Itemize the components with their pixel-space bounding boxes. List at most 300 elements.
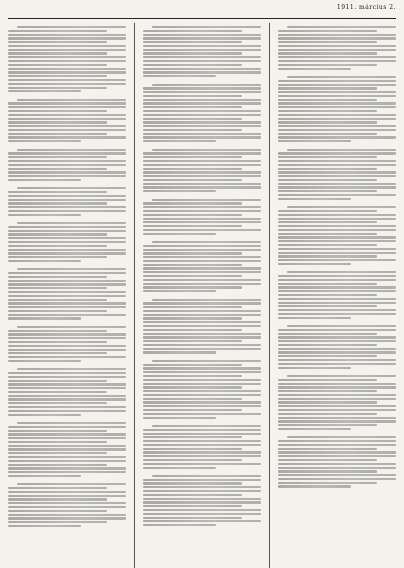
text-line bbox=[278, 34, 396, 36]
text-line bbox=[17, 187, 126, 189]
text-line bbox=[143, 409, 242, 411]
text-line bbox=[143, 171, 261, 173]
text-line bbox=[278, 390, 377, 392]
paragraph-gap bbox=[278, 267, 396, 270]
text-line bbox=[278, 448, 377, 450]
text-line bbox=[143, 206, 261, 208]
text-line bbox=[8, 437, 126, 439]
text-line bbox=[278, 428, 351, 430]
text-line bbox=[278, 329, 396, 331]
text-line bbox=[8, 233, 107, 235]
text-line bbox=[8, 241, 126, 243]
text-line bbox=[8, 175, 126, 177]
text-line bbox=[143, 517, 242, 519]
text-line bbox=[8, 495, 126, 497]
text-line bbox=[8, 456, 126, 458]
text-line bbox=[8, 60, 126, 62]
text-line bbox=[287, 149, 396, 151]
text-line bbox=[8, 140, 81, 142]
text-line bbox=[143, 118, 242, 120]
text-line bbox=[278, 440, 396, 442]
text-line bbox=[143, 30, 242, 32]
text-line bbox=[8, 448, 126, 450]
text-line bbox=[143, 183, 261, 185]
paragraph-gap bbox=[143, 144, 261, 147]
text-line bbox=[152, 241, 261, 243]
text-line bbox=[278, 84, 396, 86]
text-line bbox=[143, 494, 242, 496]
text-line bbox=[8, 337, 126, 339]
text-line bbox=[278, 37, 396, 39]
text-line bbox=[17, 149, 126, 151]
text-line bbox=[8, 136, 126, 138]
text-line bbox=[278, 333, 377, 335]
text-line bbox=[143, 102, 261, 104]
text-line bbox=[8, 402, 107, 404]
text-line bbox=[143, 210, 261, 212]
text-line bbox=[8, 75, 107, 77]
column-divider bbox=[134, 23, 135, 568]
text-line bbox=[143, 264, 242, 266]
text-line bbox=[143, 302, 261, 304]
text-line bbox=[143, 175, 261, 177]
text-line bbox=[8, 287, 107, 289]
text-line bbox=[8, 433, 126, 435]
text-line bbox=[278, 240, 396, 242]
text-line bbox=[8, 302, 126, 304]
text-line bbox=[278, 30, 377, 32]
text-line bbox=[143, 463, 261, 465]
text-line bbox=[143, 505, 242, 507]
text-line bbox=[278, 401, 377, 403]
text-line bbox=[278, 485, 351, 487]
text-line bbox=[8, 360, 81, 362]
text-line bbox=[8, 237, 126, 239]
text-line bbox=[8, 502, 126, 504]
text-line bbox=[143, 168, 242, 170]
text-line bbox=[8, 245, 107, 247]
text-line bbox=[278, 305, 377, 307]
text-line bbox=[8, 341, 107, 343]
text-line bbox=[8, 83, 126, 85]
text-line bbox=[8, 445, 126, 447]
text-line bbox=[8, 514, 126, 516]
paragraph-gap bbox=[8, 321, 126, 324]
text-line bbox=[8, 430, 107, 432]
text-line bbox=[278, 168, 377, 170]
text-line bbox=[8, 230, 126, 232]
text-line bbox=[8, 491, 126, 493]
text-line bbox=[278, 152, 396, 154]
text-line bbox=[143, 106, 242, 108]
text-line bbox=[8, 160, 126, 162]
text-line bbox=[278, 263, 351, 265]
text-line bbox=[143, 256, 261, 258]
text-line bbox=[143, 351, 216, 353]
text-line bbox=[143, 501, 261, 503]
text-line bbox=[143, 436, 242, 438]
text-line bbox=[8, 352, 107, 354]
text-line bbox=[278, 244, 377, 246]
text-line bbox=[278, 467, 396, 469]
text-line bbox=[278, 179, 377, 181]
text-line bbox=[278, 186, 396, 188]
text-line bbox=[8, 191, 107, 193]
text-line bbox=[8, 376, 126, 378]
text-line bbox=[278, 344, 377, 346]
text-line bbox=[278, 470, 377, 472]
text-line bbox=[143, 524, 216, 526]
text-line bbox=[278, 298, 396, 300]
text-line bbox=[278, 444, 396, 446]
column-body bbox=[8, 26, 126, 532]
text-line bbox=[143, 160, 261, 162]
text-line bbox=[143, 290, 216, 292]
text-line bbox=[8, 498, 107, 500]
text-line bbox=[278, 309, 396, 311]
text-line bbox=[8, 118, 126, 120]
text-line bbox=[8, 452, 107, 454]
text-line bbox=[143, 336, 261, 338]
text-line bbox=[8, 90, 81, 92]
text-line bbox=[143, 87, 261, 89]
text-line bbox=[278, 236, 396, 238]
text-line bbox=[17, 483, 126, 485]
paragraph-gap bbox=[8, 183, 126, 186]
text-line bbox=[143, 417, 216, 419]
text-line bbox=[8, 345, 126, 347]
text-line bbox=[278, 194, 396, 196]
text-line bbox=[8, 102, 126, 104]
text-line bbox=[152, 84, 261, 86]
text-line bbox=[143, 179, 242, 181]
text-line bbox=[278, 52, 377, 54]
text-line bbox=[8, 441, 107, 443]
masthead bbox=[8, 4, 396, 19]
text-line bbox=[143, 64, 242, 66]
text-line bbox=[143, 455, 261, 457]
text-line bbox=[278, 114, 396, 116]
text-line bbox=[143, 329, 242, 331]
text-line bbox=[278, 80, 396, 82]
text-line bbox=[278, 252, 396, 254]
text-line bbox=[278, 210, 377, 212]
text-line bbox=[143, 221, 261, 223]
text-line bbox=[143, 95, 242, 97]
text-line bbox=[278, 198, 351, 200]
paragraph-gap bbox=[143, 236, 261, 239]
text-line bbox=[287, 26, 396, 28]
text-line bbox=[143, 41, 242, 43]
text-line bbox=[143, 448, 242, 450]
text-line bbox=[143, 440, 261, 442]
text-line bbox=[8, 310, 107, 312]
paragraph-gap bbox=[143, 420, 261, 423]
text-line bbox=[152, 299, 261, 301]
text-line bbox=[8, 299, 107, 301]
text-line bbox=[278, 110, 377, 112]
column-body bbox=[143, 26, 261, 531]
text-line bbox=[278, 49, 396, 51]
text-line bbox=[143, 136, 261, 138]
text-line bbox=[143, 314, 261, 316]
text-line bbox=[278, 283, 377, 285]
text-line bbox=[143, 34, 261, 36]
text-line bbox=[287, 436, 396, 438]
text-line bbox=[8, 356, 126, 358]
text-line bbox=[143, 229, 261, 231]
text-line bbox=[278, 140, 351, 142]
text-line bbox=[8, 260, 81, 262]
text-line bbox=[143, 509, 261, 511]
text-line bbox=[8, 283, 126, 285]
text-line bbox=[8, 34, 126, 36]
text-line bbox=[8, 317, 81, 319]
text-line bbox=[278, 160, 396, 162]
column-2 bbox=[143, 23, 261, 568]
paragraph-gap bbox=[8, 144, 126, 147]
text-line bbox=[278, 95, 396, 97]
text-line bbox=[143, 386, 242, 388]
text-line bbox=[278, 175, 396, 177]
text-line bbox=[8, 330, 107, 332]
text-line bbox=[278, 394, 396, 396]
text-line bbox=[278, 136, 396, 138]
paragraph-gap bbox=[143, 294, 261, 297]
text-line bbox=[8, 210, 126, 212]
text-line bbox=[8, 129, 126, 131]
text-line bbox=[278, 359, 396, 361]
text-line bbox=[8, 372, 126, 374]
text-line bbox=[17, 422, 126, 424]
text-line bbox=[143, 156, 242, 158]
text-line bbox=[143, 321, 261, 323]
text-line bbox=[278, 229, 396, 231]
text-line bbox=[143, 71, 261, 73]
text-line bbox=[287, 206, 396, 208]
text-line bbox=[278, 482, 377, 484]
text-line bbox=[8, 510, 107, 512]
text-line bbox=[143, 325, 261, 327]
text-line bbox=[8, 41, 107, 43]
text-line bbox=[8, 133, 107, 135]
text-line bbox=[278, 255, 377, 257]
text-line bbox=[278, 398, 396, 400]
text-line bbox=[143, 405, 261, 407]
paragraph-gap bbox=[143, 355, 261, 358]
text-line bbox=[278, 459, 377, 461]
text-line bbox=[8, 383, 126, 385]
text-line bbox=[278, 279, 396, 281]
text-line bbox=[143, 482, 242, 484]
paragraph-gap bbox=[8, 94, 126, 97]
text-line bbox=[8, 280, 126, 282]
text-line bbox=[278, 221, 377, 223]
text-line bbox=[143, 214, 242, 216]
text-line bbox=[8, 156, 107, 158]
text-line bbox=[143, 49, 261, 51]
text-line bbox=[8, 391, 107, 393]
text-line bbox=[143, 383, 261, 385]
paragraph-gap bbox=[143, 528, 261, 531]
text-line bbox=[143, 125, 261, 127]
text-line bbox=[278, 183, 396, 185]
paragraph-gap bbox=[8, 529, 126, 532]
text-line bbox=[8, 68, 126, 70]
text-line bbox=[143, 233, 216, 235]
text-line bbox=[278, 367, 351, 369]
text-line bbox=[278, 156, 377, 158]
text-line bbox=[143, 444, 261, 446]
text-line bbox=[278, 118, 396, 120]
text-line bbox=[143, 275, 242, 277]
text-line bbox=[8, 525, 81, 527]
text-line bbox=[8, 206, 126, 208]
text-line bbox=[8, 114, 126, 116]
text-line bbox=[143, 344, 261, 346]
text-line bbox=[278, 355, 377, 357]
text-line bbox=[143, 379, 261, 381]
text-line bbox=[278, 129, 396, 131]
text-line bbox=[8, 52, 107, 54]
text-line bbox=[278, 214, 396, 216]
text-line bbox=[143, 367, 261, 369]
text-line bbox=[287, 375, 396, 377]
text-line bbox=[8, 56, 126, 58]
text-line bbox=[278, 190, 377, 192]
text-line bbox=[143, 190, 216, 192]
text-line bbox=[152, 199, 261, 201]
text-line bbox=[278, 259, 396, 261]
text-line bbox=[8, 314, 126, 316]
paragraph-gap bbox=[8, 364, 126, 367]
text-line bbox=[8, 256, 107, 258]
text-line bbox=[143, 37, 261, 39]
text-line bbox=[152, 425, 261, 427]
text-line bbox=[143, 260, 261, 262]
text-line bbox=[278, 102, 396, 104]
text-line bbox=[143, 429, 261, 431]
text-line bbox=[278, 363, 396, 365]
text-line bbox=[143, 68, 261, 70]
text-line bbox=[8, 164, 126, 166]
text-line bbox=[152, 26, 261, 28]
text-line bbox=[278, 463, 396, 465]
text-line bbox=[8, 475, 81, 477]
text-line bbox=[278, 302, 396, 304]
text-line bbox=[278, 218, 396, 220]
paragraph-gap bbox=[278, 489, 396, 492]
text-line bbox=[143, 340, 242, 342]
text-line bbox=[143, 99, 261, 101]
text-line bbox=[8, 410, 126, 412]
text-line bbox=[143, 133, 261, 135]
text-line bbox=[278, 290, 396, 292]
text-line bbox=[8, 333, 126, 335]
text-line bbox=[143, 348, 261, 350]
text-line bbox=[152, 475, 261, 477]
column-3 bbox=[278, 23, 396, 568]
text-line bbox=[278, 317, 351, 319]
text-line bbox=[143, 459, 242, 461]
text-line bbox=[8, 49, 126, 51]
text-line bbox=[8, 276, 107, 278]
issue-date: 1911. március 2. bbox=[336, 4, 396, 11]
text-line bbox=[143, 271, 261, 273]
text-line bbox=[8, 199, 126, 201]
text-line bbox=[8, 406, 126, 408]
text-line bbox=[278, 64, 377, 66]
text-line bbox=[143, 394, 261, 396]
text-line bbox=[143, 249, 261, 251]
text-line bbox=[8, 398, 126, 400]
text-line bbox=[278, 383, 396, 385]
text-line bbox=[143, 129, 242, 131]
text-line bbox=[143, 202, 242, 204]
text-line bbox=[143, 286, 242, 288]
text-line bbox=[278, 405, 396, 407]
text-line bbox=[8, 306, 126, 308]
text-line bbox=[8, 87, 107, 89]
text-line bbox=[8, 214, 81, 216]
paragraph-gap bbox=[143, 194, 261, 197]
text-line bbox=[8, 125, 126, 127]
text-line bbox=[17, 268, 126, 270]
text-line bbox=[152, 360, 261, 362]
text-line bbox=[8, 426, 126, 428]
text-line bbox=[278, 275, 396, 277]
text-line bbox=[143, 479, 261, 481]
text-line bbox=[278, 424, 377, 426]
text-line bbox=[8, 414, 81, 416]
text-line bbox=[8, 291, 126, 293]
text-line bbox=[143, 110, 261, 112]
text-line bbox=[278, 106, 396, 108]
text-line bbox=[17, 26, 126, 28]
text-line bbox=[143, 56, 261, 58]
text-line bbox=[143, 498, 261, 500]
text-line bbox=[8, 464, 107, 466]
text-line bbox=[278, 455, 396, 457]
text-line bbox=[287, 325, 396, 327]
text-line bbox=[8, 295, 126, 297]
text-line bbox=[278, 313, 396, 315]
text-line bbox=[278, 41, 377, 43]
text-line bbox=[8, 252, 126, 254]
text-line bbox=[143, 186, 261, 188]
text-line bbox=[143, 140, 216, 142]
text-line bbox=[143, 371, 261, 373]
text-line bbox=[8, 195, 126, 197]
text-line bbox=[143, 114, 261, 116]
text-line bbox=[278, 164, 396, 166]
text-line bbox=[8, 179, 81, 181]
text-line bbox=[278, 451, 396, 453]
text-line bbox=[278, 379, 377, 381]
text-line bbox=[8, 171, 126, 173]
text-line bbox=[143, 451, 261, 453]
text-line bbox=[143, 245, 261, 247]
text-line bbox=[143, 164, 261, 166]
text-line bbox=[278, 417, 396, 419]
text-line bbox=[8, 37, 126, 39]
text-line bbox=[17, 222, 126, 224]
text-line bbox=[278, 99, 377, 101]
text-line bbox=[143, 267, 261, 269]
text-line bbox=[8, 226, 126, 228]
text-line bbox=[278, 413, 377, 415]
text-line bbox=[143, 333, 261, 335]
